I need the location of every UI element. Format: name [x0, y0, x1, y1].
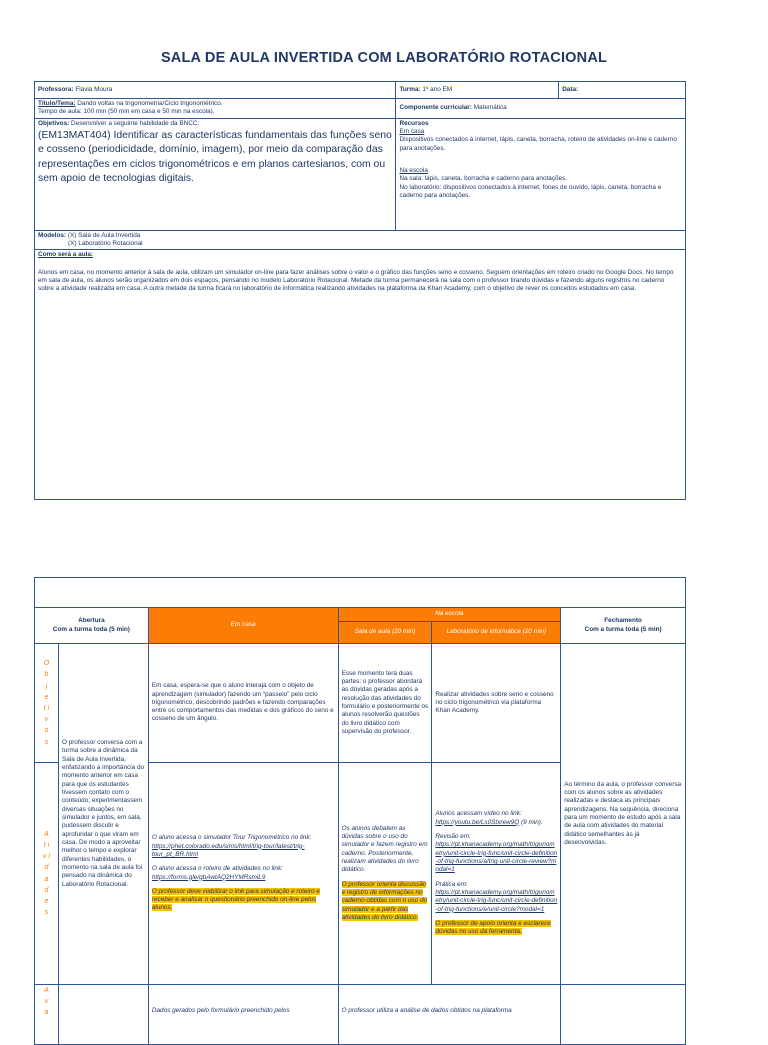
at-casa-text1: O aluno acessa o simulador Tour Trigonométrico no link: [151, 834, 312, 842]
objetivos-cell [35, 118, 396, 230]
simulador-link[interactable]: https://phet.colorado.edu/sims/html/trig-tour/latest/trig-tour_pt_BR.html [151, 842, 305, 858]
atividades-casa [148, 763, 338, 985]
tema-cell [35, 99, 396, 119]
abertura-title: Abertura [78, 617, 105, 625]
avaliacao-escola: O professor utiliza a análise de dados obtidos na plataforma [338, 985, 561, 1045]
avaliacao-abertura [58, 985, 148, 1045]
recursos-cell [396, 118, 686, 230]
componente-label: Componente curricular: [399, 104, 472, 112]
data-label: Data: [562, 85, 579, 93]
como-sera-text: Alunos em casa, no momento anterior à sala de aula, utilizam um simulador on-line para fazer análises sobre o valor e o gráfico das funções seno e cosseno. Seguem orientações em roteiro criado no Google Docs. No tempo em sala de aula, os alunos serão organizados em dois espaços, pensando no modelo Laboratório Rotacional. Metade da turma permanecerá na sala com o professor tirando dúvidas e fazendo alguns registros no caderno sobre a atividade realizada em casa. A outra metade da turma ficará no laboratório de informática realizando atividades na plataforma da Khan Academy, com o objetivo de rever os conceitos estudados em casa. [38, 268, 674, 293]
professora-value: Flavia Moura [75, 85, 113, 93]
em-casa-text: Dispositivos conectados à internet, lápis, caneta, borracha, roteiro de atividades on-line e caderno para anotações. [399, 136, 677, 152]
revisao-link[interactable]: https://pt.khanacademy.org/math/trigonometry/unit-circle-trig-func/unit-circle-definition-of-trig-functions/a/trig-unit-circle-review?modal=1 [435, 841, 558, 874]
row-label-objetivos: O b j e t i v o s [35, 644, 59, 763]
componente-value: Matemática [473, 104, 507, 112]
objetivo-lab: Realizar atividades sobre seno e cosseno no ciclo trigonométrico via plataforma Khan Academy. [432, 644, 561, 763]
at-lab-duration: (9 min). [521, 818, 543, 826]
fechamento-sub: Com a turma toda (5 min) [584, 625, 662, 633]
fechamento-title: Fechamento [604, 617, 642, 625]
lesson-plan-table [34, 577, 686, 1045]
na-escola-header: Na escola [338, 608, 561, 622]
como-sera-cell [35, 250, 686, 500]
pratica-link[interactable]: https://pt.khanacademy.org/math/trigonometry/unit-circle-trig-func/unit-circle-definition-of-trig-functions/e/unit-circle?modal=1 [435, 888, 558, 913]
avaliacao-fechamento [561, 985, 686, 1045]
tema-value: Dando voltas na trigonometria/Ciclo trigonométrico. [77, 100, 223, 107]
turma-label: Turma: [399, 85, 421, 93]
abertura-text: O professor conversa com a turma sobre a dinâmica da Sala de Aula Invertida, enfatizando a importância do momento anterior em casa para que os estudantes tivessem contato com o conteúdo, experimentassem diversas situações no simulador e juntos, em sala, pudessem discutir e aprofundar o que viram em casa. De modo a aproveitar melhor o tempo e explorar diferentes habilidades, o momento na sala de aula foi pensado na dinâmica do Laboratório Rotacional. [58, 644, 148, 985]
modelo-2: (X) Laboratório Rotacional [68, 239, 143, 247]
fechamento-header [561, 608, 686, 644]
at-sala-highlight: O professor orienta discussão e registro de informações no caderno obtidas com o uso do simulador e a partir das atividades do livro didático. [341, 880, 428, 921]
at-lab-revisao: Revisão em: [435, 833, 471, 841]
como-sera-label: Como será a aula: [38, 251, 94, 259]
objetivos-value: Desenvolver a seguinte habilidade da BNCC: [71, 119, 200, 127]
modelos-cell [35, 230, 686, 250]
na-sala-text: Na sala: lápis, caneta, borracha e caderno para anotações. [399, 175, 568, 183]
sala-de-aula-header: Sala de aula (20 min) [338, 622, 432, 644]
at-lab-pratica: Prática em: [435, 880, 468, 888]
at-lab-highlight: O professor de apoio orienta e esclarece dúvidas no uso da ferramenta. [435, 919, 551, 936]
roteiro-link[interactable]: https://forms.gle/gbAwtAQ2HYMRsmiL9 [151, 873, 266, 881]
turma-cell [396, 82, 559, 99]
atividades-lab [432, 763, 561, 985]
professora-label: Professora: [38, 85, 74, 93]
em-casa-label: Em casa [399, 127, 425, 135]
row-label-avaliacao: A v a [35, 985, 59, 1045]
at-casa-text2: O aluno acessa o roteiro de atividades no link: [151, 865, 283, 873]
data-cell [559, 82, 686, 99]
componente-cell [396, 99, 686, 119]
abertura-sub: Com a turma toda (5 min) [52, 625, 130, 633]
at-casa-highlight: O professor deve viabilizar o link para simulação e roteiro e receber e analisar o questionário preenchido on-line pelos alunos. [151, 887, 320, 912]
modelos-label: Modelos: [38, 231, 67, 239]
fechamento-text: Ao término da aula, o professor conversa com os alunos sobre as atividades realizadas e destaca as principais aprendizagens. Na sequência, direciona para um momento de estudo após a sala de aula com atividades do material didático semelhantes às já desenvolvidas. [561, 644, 686, 985]
objetivos-habilidade: (EM13MAT404) Identificar as características fundamentais das funções seno e cosseno (periodicidade, domínio, imagem), por meio da comparação das representações em ciclos trigonométricos e em planos cartesianos, com ou sem apoio de tecnologias digitais. [38, 129, 392, 185]
lesson-info-table [34, 81, 686, 500]
em-casa-header: Em casa [148, 608, 338, 644]
page-title: SALA DE AULA INVERTIDA COM LABORATÓRIO ROTACIONAL [160, 50, 608, 66]
abertura-header [35, 608, 149, 644]
tempo-aula: Tempo de aula: 100 min (50 min em casa e 50 min na escola). [38, 108, 215, 116]
avaliacao-casa: Dados gerados pelo formulário preenchido pelos [148, 985, 338, 1045]
atividades-sala [338, 763, 432, 985]
at-lab-text1: Alunos acessam vídeo no link: [435, 810, 522, 818]
objetivos-label: Objetivos: [38, 119, 70, 127]
row-label-atividades: A t i v i d a d e s [35, 763, 59, 985]
turma-value: 1º ano EM [422, 85, 453, 93]
recursos-label: Recursos [399, 119, 429, 127]
professora-cell [35, 82, 396, 99]
laboratorio-header: Laboratório de informática (20 min) [432, 622, 561, 644]
no-lab-text: No laboratório: dispositivos conectados à internet, fones de ouvido, lápis, caneta, borracha e caderno para anotações. [399, 183, 662, 199]
objetivo-casa: Em casa, espera-se que o aluno interaja com o objeto de aprendizagem (simulador) fazendo um “passeio” pelo ciclo trigonométrico, descobrindo padrões e fazendo comparações entre os comportamentos das medidas e dos gráficos do seno e cosseno de um ângulo. [148, 644, 338, 763]
at-sala-text: Os alunos debatem as dúvidas sobre o uso do simulador e fazem registro em caderno. Posteriormente, realizam atividades do livro didático. [341, 824, 428, 874]
tema-label: Título/Tema: [38, 100, 76, 107]
na-escola-label: Na escola [399, 166, 428, 174]
modelo-1: (X) Sala de Aula Invertida [67, 231, 141, 239]
plan-top-blank [35, 578, 686, 608]
video-link[interactable]: https://youtu.be/Ls0Stxrew9Q [435, 818, 520, 826]
objetivo-sala: Esse momento terá duas partes: o professor abordará as dúvidas geradas após a resolução das atividades do formulário e posteriormente os alunos resolverão questões do livro didático com supervisão do professor. [338, 644, 432, 763]
